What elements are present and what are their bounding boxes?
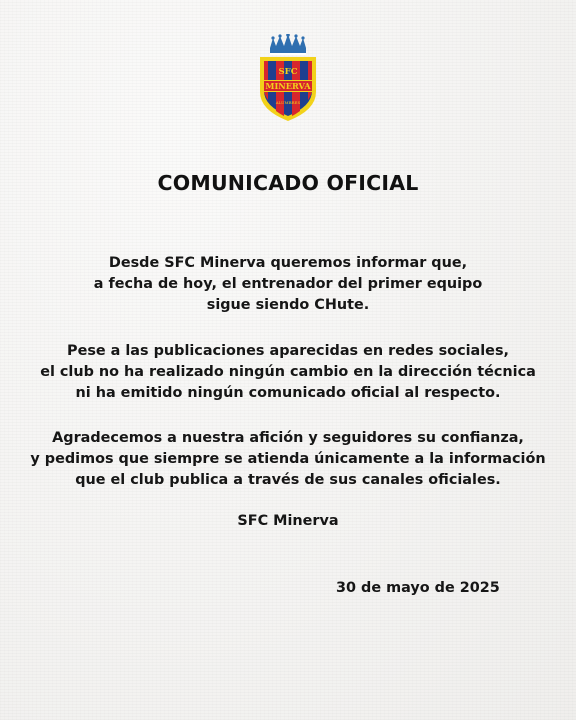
paragraph-1: [0, 253, 576, 316]
paragraph-line: el club no ha realizado ningún cambio en la dirección técnica: [40, 364, 536, 380]
date-text: 30 de mayo de 2025: [336, 580, 500, 596]
paragraph-line: sigue siendo CHute.: [206, 297, 370, 313]
logo-bottom-text: ALUMBRES: [275, 100, 301, 105]
logo-top-text: SFC: [278, 67, 298, 77]
crown-icon: [270, 34, 306, 55]
paragraph-3: [0, 428, 576, 491]
paragraph-line: Pese a las publicaciones aparecidas en redes sociales,: [67, 343, 509, 359]
paragraph-2: [0, 341, 576, 404]
paragraph-line: que el club publica a través de sus canales oficiales.: [75, 472, 501, 488]
paragraph-line: Desde SFC Minerva queremos informar que,: [108, 255, 468, 271]
paragraph-line: ni ha emitido ningún comunicado oficial al respecto.: [75, 385, 501, 401]
paragraph-line: Agradecemos a nuestra afición y seguidores su confianza,: [52, 430, 524, 446]
club-crest-logo: [256, 34, 320, 122]
paragraph-line: a fecha de hoy, el entrenador del primer equipo: [93, 276, 483, 292]
page-title: COMUNICADO OFICIAL: [157, 171, 419, 195]
logo-name-text: MINERVA: [265, 81, 311, 91]
signature: SFC Minerva: [237, 513, 339, 529]
paragraph-line: y pedimos que siempre se atienda únicamente a la información: [30, 451, 546, 467]
